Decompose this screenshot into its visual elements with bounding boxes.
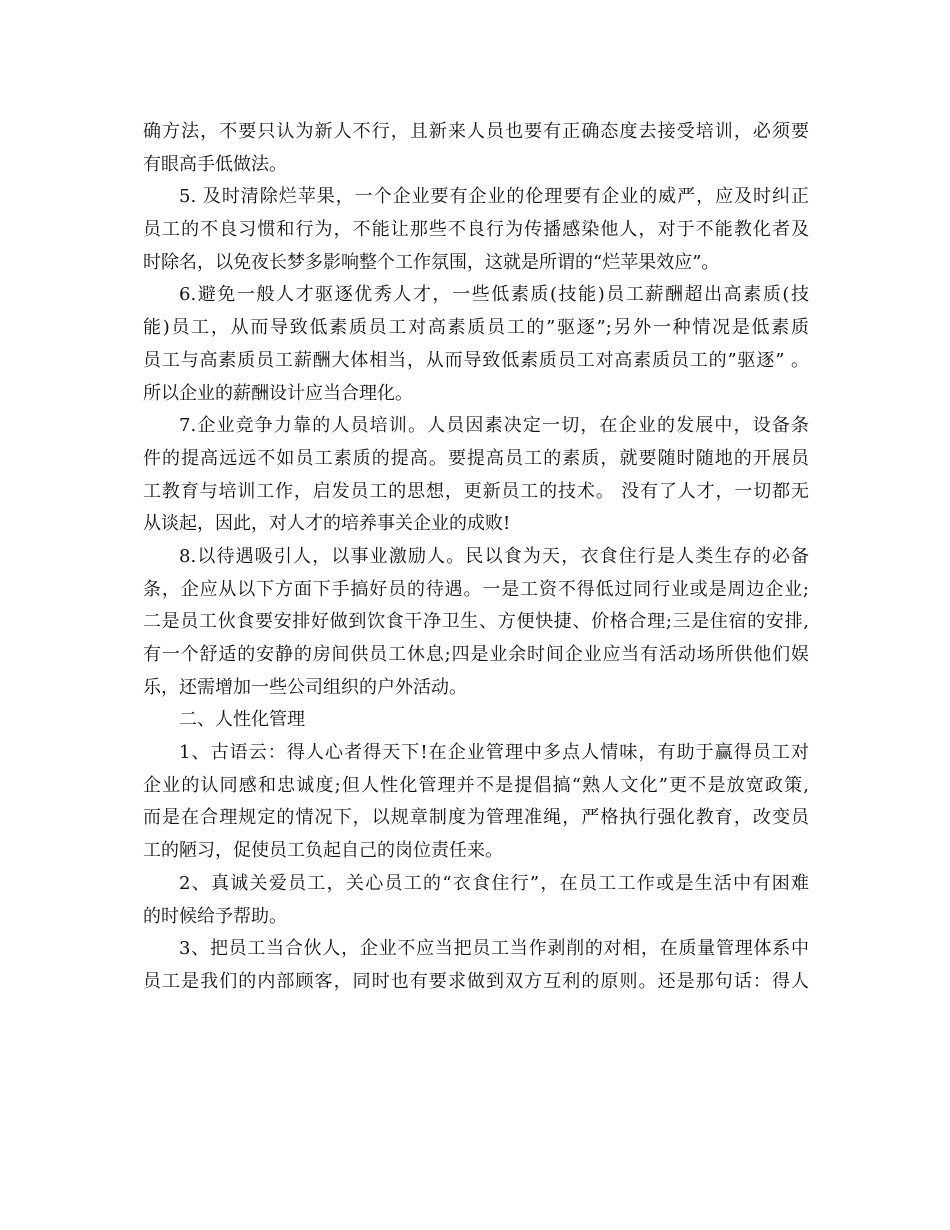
text-line: 2、真诚关爱员工，关心员工的“衣食住行”，在员工工作或是生活中有困难 — [179, 872, 809, 894]
text-line: 有一个舒适的安静的房间供员工休息;四是业余时间企业应当有活动场所供他们娱 — [143, 644, 809, 665]
text-line: 3、把员工当合伙人，企业不应当把员工当作剥削的对相，在质量管理体系中 — [179, 938, 809, 960]
text-line: 6.避免一般人才驱逐优秀人才，一些低素质(技能)员工薪酬超出高素质(技 — [179, 284, 809, 306]
text-line: 条，企应从以下方面下手搞好员的待遇。一是工资不得低过同行业或是周边企业; — [143, 578, 809, 600]
text-line: 时除名，以免夜长梦多影响整个工作氛围，这就是所谓的“烂苹果效应”。 — [143, 251, 720, 273]
text-line: 二、人性化管理 — [179, 709, 305, 731]
text-line: 而是在合理规定的情况下，以规章制度为管理准绳，严格执行强化教育，改变员 — [143, 807, 809, 829]
text-line: 员工的不良习惯和行为，不能让那些不良行为传播感染他人，对于不能教化者及 — [143, 219, 809, 241]
document-body — [143, 116, 809, 999]
text-line: 企业的认同感和忠诚度;但人性化管理并不是提倡搞“熟人文化”更不是放宽政策, — [143, 774, 809, 796]
text-line: 从谈起，因此，对人才的培养事关企业的成败! — [143, 513, 511, 535]
text-line: 的时候给予帮助。 — [143, 905, 287, 927]
text-line: 乐，还需增加一些公司组织的户外活动。 — [143, 676, 467, 698]
text-line: 确方法，不要只认为新人不行，且新来人员也要有正确态度去接受培训，必须要 — [143, 121, 809, 142]
text-line: 5. 及时清除烂苹果，一个企业要有企业的伦理要有企业的威严，应及时纠正 — [179, 186, 809, 208]
text-line: 二是员工伙食要安排好做到饮食干净卫生、方便快捷、价格合理;三是住宿的安排, — [143, 611, 809, 633]
text-line: 员工与高素质员工薪酬大体相当，从而导致低素质员工对高素质员工的”驱逐” 。 — [143, 349, 809, 371]
text-line: 7.企业竞争力靠的人员培训。人员因素决定一切，在企业的发展中，设备条 — [179, 415, 809, 437]
text-line: 件的提高远远不如员工素质的提高。要提高员工的素质，就要随时随地的开展员 — [143, 447, 809, 469]
text-line: 员工是我们的内部顾客，同时也有要求做到双方互利的原则。还是那句话：得人 — [143, 970, 809, 992]
text-line: 有眼高手低做法。 — [143, 153, 287, 175]
text-line: 所以企业的薪酬设计应当合理化。 — [143, 382, 413, 404]
text-line: 8.以待遇吸引人，以事业激励人。民以食为天，衣食住行是人类生存的必备 — [179, 545, 809, 567]
text-line: 工教育与培训工作，启发员工的思想，更新员工的技术。 没有了人才，一切都无 — [143, 480, 809, 502]
text-line: 工的陋习，促使员工负起自己的岗位责任来。 — [143, 840, 503, 862]
text-line: 1、古语云：得人心者得天下!在企业管理中多点人情味，有助于赢得员工对 — [179, 742, 809, 764]
text-line: 能)员工，从而导致低素质员工对高素质员工的”驱逐”;另外一种情况是低素质 — [143, 317, 809, 339]
